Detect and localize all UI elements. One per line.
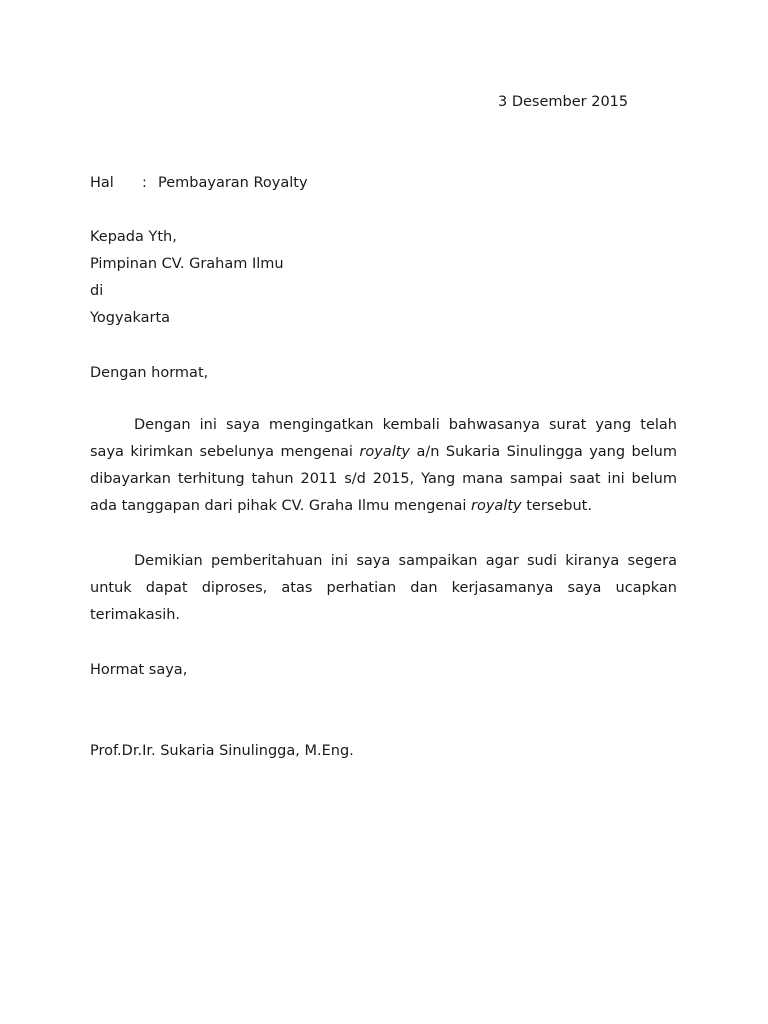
paragraph-1-text-c: tersebut. xyxy=(521,498,592,514)
recipient-line-4: Yogyakarta xyxy=(90,310,171,326)
subject-line xyxy=(90,174,308,192)
letter-date: 3 Desember 2015 xyxy=(498,94,629,110)
closing: Hormat saya, xyxy=(90,662,188,678)
paragraph-1-italic-a: royalty xyxy=(359,444,411,460)
recipient-line-1: Kepada Yth, xyxy=(90,229,177,245)
paragraph-1-text-b: a/n Sukaria Sinulingga yang belum dibayarkan terhitung tahun 2011 s/d 2015, Yang mana sampai saat ini belum ada tanggapan dari pihak CV. Graha Ilmu mengenai xyxy=(90,444,677,514)
paragraph-2-text: Demikian pemberitahuan ini saya sampaikan agar sudi kiranya segera untuk dapat diproses, atas perhatian dan kerjasamanya saya ucapkan terimakasih. xyxy=(90,553,677,623)
paragraph-1-italic-b: royalty xyxy=(471,498,522,514)
body-paragraph-1 xyxy=(90,412,677,520)
signer-name: Prof.Dr.Ir. Sukaria Sinulingga, M.Eng. xyxy=(90,743,354,759)
greeting: Dengan hormat, xyxy=(90,365,209,381)
recipient-line-2: Pimpinan CV. Graham Ilmu xyxy=(90,256,284,272)
subject-value: Pembayaran Royalty xyxy=(158,175,308,191)
paragraph-1-text-a: Dengan ini saya mengingatkan kembali bahwasanya surat yang telah saya kirimkan sebelunya mengenai xyxy=(90,417,677,460)
recipient-line-3: di xyxy=(90,283,104,299)
subject-colon: : xyxy=(142,175,147,191)
subject-label: Hal xyxy=(90,175,114,191)
body-paragraph-2 xyxy=(90,548,677,629)
